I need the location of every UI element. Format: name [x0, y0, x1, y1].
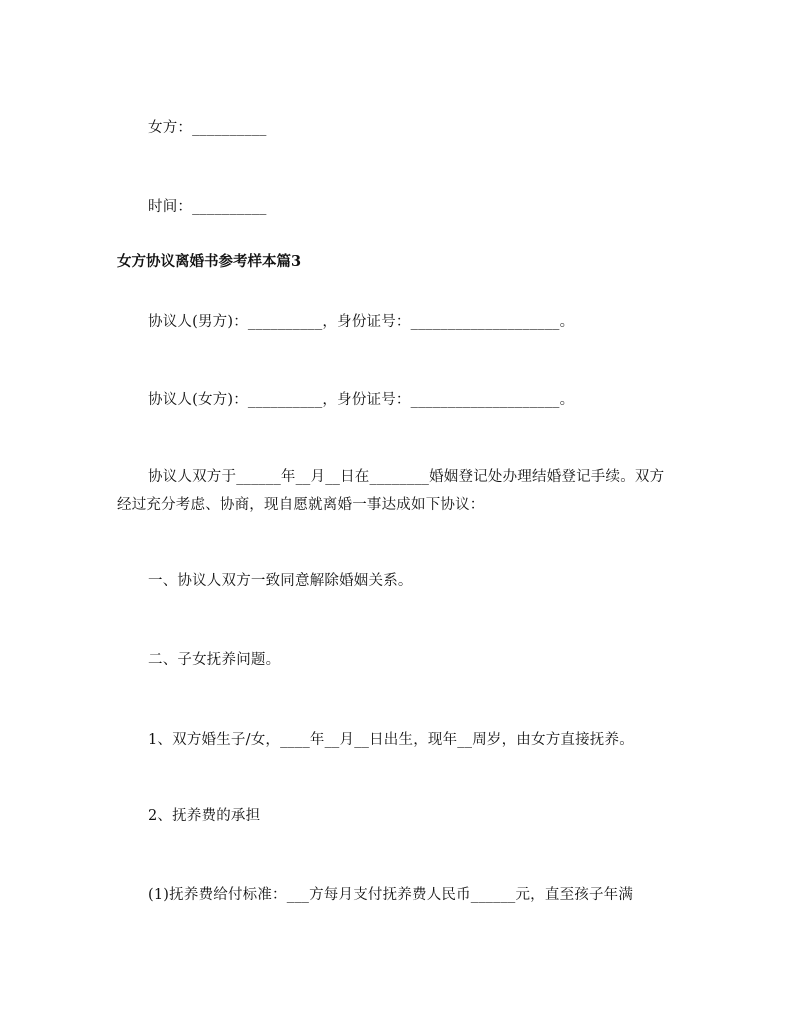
preamble-paragraph: 协议人双方于______年__月__日在________婚姻登记处办理结婚登记手续。双方经过充分考虑、协商，现自愿就离婚一事达成如下协议： [117, 469, 665, 513]
party-male-line: 协议人(男方)：__________，身份证号：____________________。 [148, 314, 575, 330]
party-female-line: 协议人(女方)：__________，身份证号：____________________。 [148, 392, 575, 408]
clause-two-item-two: 2、抚养费的承担 [148, 808, 261, 824]
clause-one: 一、协议人双方一致同意解除婚姻关系。 [148, 573, 413, 589]
clause-two: 二、子女抚养问题。 [148, 652, 281, 668]
female-signature-line: 女方：__________ [148, 120, 267, 136]
clause-two-item-one: 1、双方婚生子/女，____年__月__日出生，现年__周岁，由女方直接抚养。 [148, 732, 634, 748]
section-title: 女方协议离婚书参考样本篇3 [117, 253, 302, 270]
time-signature-line: 时间：__________ [148, 199, 267, 215]
support-standard-line: (1)抚养费给付标准：___方每月支付抚养费人民币______元，直至孩子年满 [148, 887, 634, 903]
